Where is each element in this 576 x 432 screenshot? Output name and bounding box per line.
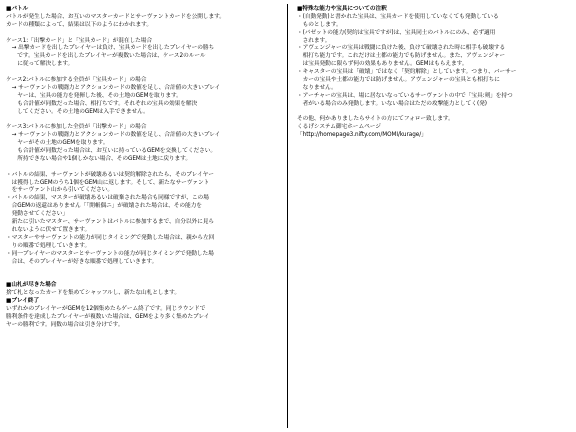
left-text-line: も合計値が同数だった場合、相打ちです。それぞれの宝具の効果を解決 (6, 100, 198, 107)
left-text-line: りの順番で処理していきます。 (6, 242, 91, 249)
left-text-line: ・マスターやサーヴァントの能力が同じタイミングで発動した場合は、親から左回 (6, 234, 215, 241)
right-text-line: 者がいる場合のみ発動します。いない場合はただの攻撃能力としてく(発) (297, 100, 487, 107)
right-text-line: ・アーチャーの宝具は、場に居ないなっているサーヴァントの中で「宝具:剣」を持つ (297, 92, 513, 99)
left-text-line: してください。その土地のGEMは入手できません。 (6, 108, 149, 115)
left-text-line: 勝利条件を達成したプレイヤーが複数いた場合は、GEMをより多く集めたプレイ (6, 313, 210, 320)
section-heading: ■山札が尽きた場合 (6, 282, 57, 289)
section-heading: ■バトル (6, 6, 29, 12)
left-text-line: ・バトルの結果、サーヴァントが破壊あるいは契約解除されたら、そのプレイヤー (6, 171, 214, 178)
left-text-line: 新たに引いたマスター、サーヴァントはバトルに参加するまで、自分以外に見ら (6, 219, 215, 226)
left-text-line: 捨て札となったカードを集めてシャッフルし、新たな山札とします。 (6, 290, 180, 297)
right-text-line: ・(パゼットの能力(契約は宝具ですが)は、宝具同士のバトルにのみ、必ず適用 (297, 29, 496, 36)
blank-line (6, 30, 274, 38)
right-text-line: は宝具発動に限らず何の効果もありません。GEMはもらえます。 (297, 61, 468, 68)
blank-line (6, 274, 274, 282)
column-divider (287, 4, 288, 428)
right-text-line: ・(自動発動)と書かれた宝具は、宝具カードを使用していなくても発動している (297, 13, 499, 20)
left-text-line: ケース2:バトルに参加する全員が「宝具カード」の場合 (6, 77, 147, 84)
right-text-line: その他、何かありましたらサイトの方にてフォロー致します。 (297, 116, 454, 123)
left-text-line: をサーヴァント山から引いてください。 (6, 187, 114, 194)
left-text-line: ケース3:バトルに参加した全員が「出撃カード」の場合 (6, 124, 147, 131)
left-text-line: → 出撃カードを出したプレイヤーは負け、宝具カードを出したプレイヤーの勝ち (6, 45, 215, 52)
right-text-line: くるげシステム御宅ホームページ (297, 124, 381, 131)
left-text-line: カードの種類によって、結果は以下のようにわかれます。 (6, 21, 153, 28)
right-text-line: ・アヴェンジャーの宝具は戦闘に負けた後、負けて破壊された時に相手も破壊する (297, 45, 506, 52)
right-text-line: 相打ち能力です。これだけは土都の能力でも防げません。また、アヴェンジャー (297, 53, 505, 60)
blank-line (6, 164, 274, 172)
left-text-line: 合GEMの返還はありません「「開帳偶ニ」が破壊された場合は、その能力を (6, 203, 202, 210)
left-text-line: ヤーがその土地のGEMを取ります。 (6, 140, 109, 147)
left-text-line: ケース1:「出撃カード」と「宝具カード」が混在した場合 (6, 37, 153, 44)
left-text-line: です。宝具カードを出したプレイヤーが複数いた場合は、ケース2のルール (6, 53, 206, 60)
blank-line (6, 69, 274, 77)
blank-line (6, 266, 274, 274)
right-text-line: ・キャスターの宝具は「破壊」ではなく「契約解除」としています。つまり、バーサー (297, 69, 517, 76)
left-text-line: れないように伏せて置きます。 (6, 226, 91, 233)
left-text-line: ヤーは、宝具の能力を発揮した後、その土地のGEMを取ります。 (6, 92, 182, 99)
left-text-line: 合は、そのプレイヤーが好きな順番で処理していきます。 (6, 258, 158, 265)
right-text-line: なりません。 (297, 84, 337, 91)
left-text-line: ・バトルの結果、マスターが破壊あるいは破棄された場合も同様ですが、この場 (6, 195, 209, 202)
left-text-line: ・同一プレイヤーのマスターとサーヴァントの能力が同じタイミングで発動した場 (6, 250, 214, 257)
right-text-line: カーの宝具や土都の能力では防げません。アヴェンジャーの宝具とも相打ちに (297, 77, 500, 84)
left-text-line: ヤーの勝利です。同数の場合は引き分けです。 (6, 321, 124, 328)
section-heading: ■プレイ終了 (6, 297, 39, 304)
section-heading: ■特殊な能力や宝具についての注釈 (297, 6, 387, 12)
right-text-line: されます。 (297, 37, 331, 44)
left-column (6, 6, 274, 330)
left-text-line: も合計値が同数だった場合は、お互いに持っているGEMを交換してください。 (6, 148, 217, 155)
right-column (297, 6, 571, 140)
left-text-line: は獲得したGEMのうち1個をGEM山に返します。そして、新たなサーヴァント (6, 179, 210, 186)
left-text-line: 発動させてください」 (6, 211, 69, 218)
left-text-line: に従って解決します。 (6, 61, 74, 68)
right-text-line: ものとします。 (297, 21, 342, 28)
left-text-line: 所持できない場合や1個しかない場合、そのGEMは土地に戻ります。 (6, 155, 191, 162)
left-text-line: いずれかのプレイヤーがGEMを12個集めたらゲーム終了です。同じラウンドで (6, 305, 206, 312)
right-text-line: 「http://homepage3.nifty.com/MOMI/kurage/」 (297, 132, 427, 139)
left-text-line: → サーヴァントの戦闘力とアクションカードの数値を足し、合計値の大きいプレイ (6, 84, 221, 91)
left-text-line: → サーヴァントの戦闘力とアクションカードの数値を足し、合計値の大きいプレイ (6, 132, 221, 139)
left-text-line: バトルが発生した場合、お互いのマスターカードとサーヴァントカードを公開します。 (6, 13, 225, 20)
